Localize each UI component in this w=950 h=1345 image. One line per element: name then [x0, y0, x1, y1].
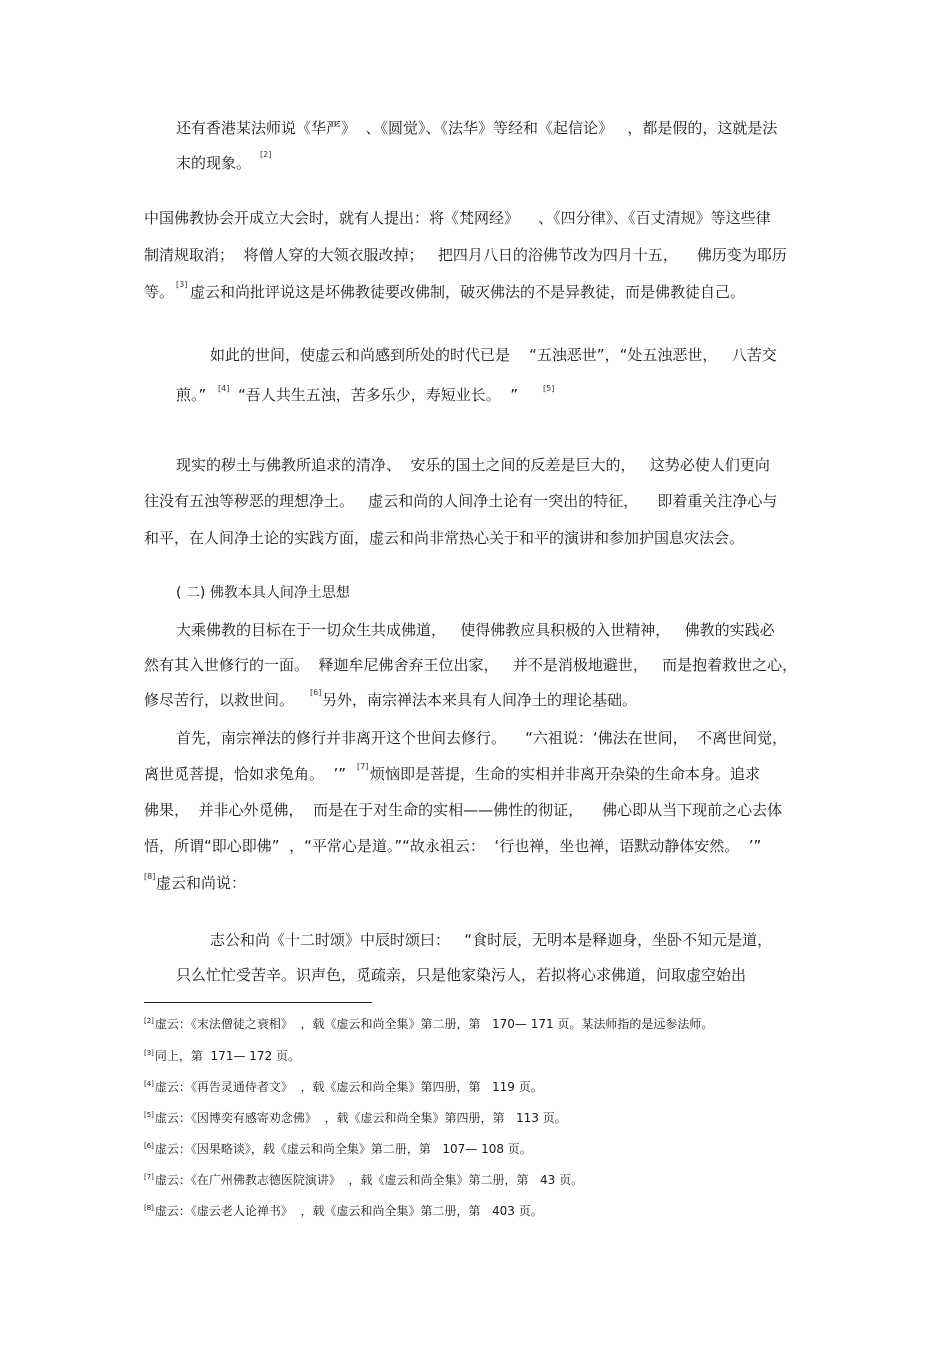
footnote-number: [5] — [144, 1111, 154, 1119]
footnote-number: [4] — [144, 1080, 154, 1088]
text-line: 然有其入世修行的一面。 释迦牟尼佛舍弃王位出家， 并不是消极地避世， 而是抱着救世之心， — [144, 656, 798, 674]
text-line: 首先，南宗禅法的修行并非离开这个世间去修行。 “六祖说：‘佛法在世间， 不离世间觉， — [176, 729, 788, 747]
text-line: 另外，南宗禅法本来具有人间净土的理论基础。 — [322, 691, 638, 709]
text-line: 悟，所谓“即心即佛” ，“平常心是道。”“故永祖云： ‘行也禅，坐也禅，语默动静体安然。 ’” — [144, 837, 762, 855]
footnote — [144, 1107, 567, 1126]
text-line: 修尽苦行，以救世间。 — [144, 691, 295, 709]
text-line: 大乘佛教的目标在于一切众生共成佛道， 使得佛教应具积极的入世精神， 佛教的实践必 — [176, 621, 775, 639]
text-line: 往没有五浊等秽恶的理想净土。 虚云和尚的人间净土论有一突出的特征， 即着重关注净心与 — [144, 492, 778, 510]
footnote-separator — [144, 1002, 372, 1003]
text-line: 现实的秽土与佛教所追求的清净、 安乐的国土之间的反差是巨大的， 这势必使人们更向 — [176, 456, 770, 474]
text-line: 虚云和尚批评说这是坏佛教徒要改佛制，破灭佛法的不是异教徒，而是佛教徒自己。 — [190, 283, 746, 301]
text-line: 煎。” — [176, 386, 207, 404]
footnote — [144, 1013, 713, 1032]
text-line: 只么忙忙受苦辛。识声色，觅疏亲，只是他家染污人，若拟将心求佛道，问取虚空始出 — [176, 966, 747, 984]
text-line: 志公和尚《十二时颂》中辰时颂曰： “食时辰，无明本是释迦身，坐卧不知元是道， — [210, 931, 773, 949]
footnote-text: 虚云：《因果略谈》，载《虚云和尚全集》第二册，第 107— 108 页。 — [154, 1142, 532, 1156]
footnote — [144, 1076, 543, 1095]
citation-ref: [5] — [543, 384, 555, 393]
footnote-number: [7] — [144, 1173, 154, 1181]
text-line: 如此的世间，使虚云和尚感到所处的时代已是 “五浊恶世”，“处五浊恶世， 八苦交 — [210, 346, 777, 364]
footnote — [144, 1138, 532, 1157]
footnote-text: 虚云：《因博奕有感寄劝念佛》 ，载《虚云和尚全集》第四册，第 113 页。 — [154, 1111, 567, 1125]
footnote-text: 虚云：《再告灵通侍者文》 ，载《虚云和尚全集》第四册，第 119 页。 — [154, 1080, 543, 1094]
text-line: “吾人共生五浊，苦多乐少，寿短业长。 ” — [238, 386, 519, 404]
footnote — [144, 1169, 583, 1188]
text-line: 中国佛教协会开成立大会时，就有人提出：将《梵网经》 、《四分律》、《百丈清规》等这些律 — [144, 209, 771, 227]
footnote-number: [8] — [144, 1204, 154, 1212]
text-line: 烦恼即是菩提，生命的实相并非离开杂染的生命本身。追求 — [370, 765, 761, 783]
text-line: 佛果， 并非心外觅佛， 而是在于对生命的实相——佛性的彻证， 佛心即从当下现前之心去体 — [144, 801, 783, 819]
citation-ref: [2] — [260, 150, 272, 159]
text-line: 末的现象。 — [176, 154, 252, 172]
footnote-text: 虚云：《在广州佛教志德医院演讲》 ，载《虚云和尚全集》第二册，第 43 页。 — [154, 1173, 584, 1187]
citation-ref: [7] — [357, 762, 369, 771]
footnote-text: 同上，第 171— 172 页。 — [154, 1049, 300, 1063]
citation-ref: [8] — [144, 872, 156, 881]
citation-ref: [4] — [218, 384, 230, 393]
footnote-number: [2] — [144, 1017, 154, 1025]
text-line: 还有香港某法师说《华严》 、《圆觉》、《法华》等经和《起信论》 ，都是假的，这就是法 — [176, 119, 778, 137]
text-line: 等。 — [144, 283, 175, 301]
text-line: 和平，在人间净土论的实践方面，虚云和尚非常热心关于和平的演讲和参加护国息灾法会。 — [144, 529, 745, 547]
footnote — [144, 1045, 300, 1064]
citation-ref: [3] — [176, 280, 188, 289]
footnote-number: [3] — [144, 1049, 154, 1057]
text-line: 虚云和尚说： — [156, 874, 247, 892]
footnote-number: [6] — [144, 1142, 154, 1150]
text-line: 制清规取消； 将僧人穿的大领衣服改掉； 把四月八日的浴佛节改为四月十五， 佛历变为耶历 — [144, 246, 787, 264]
text-line: 离世觅菩提，恰如求兔角。 ’” — [144, 765, 347, 783]
footnote-text: 虚云：《虚云老人论禅书》 ，载《虚云和尚全集》第二册，第 403 页。 — [154, 1204, 543, 1218]
footnote — [144, 1200, 543, 1219]
citation-ref: [6] — [310, 688, 322, 697]
footnote-text: 虚云：《末法僧徒之衰相》 ，载《虚云和尚全集》第二册，第 170— 171 页。某法师指的是远参法师。 — [154, 1017, 714, 1031]
section-heading: ( 二) 佛教本具人间净土思想 — [176, 585, 350, 601]
